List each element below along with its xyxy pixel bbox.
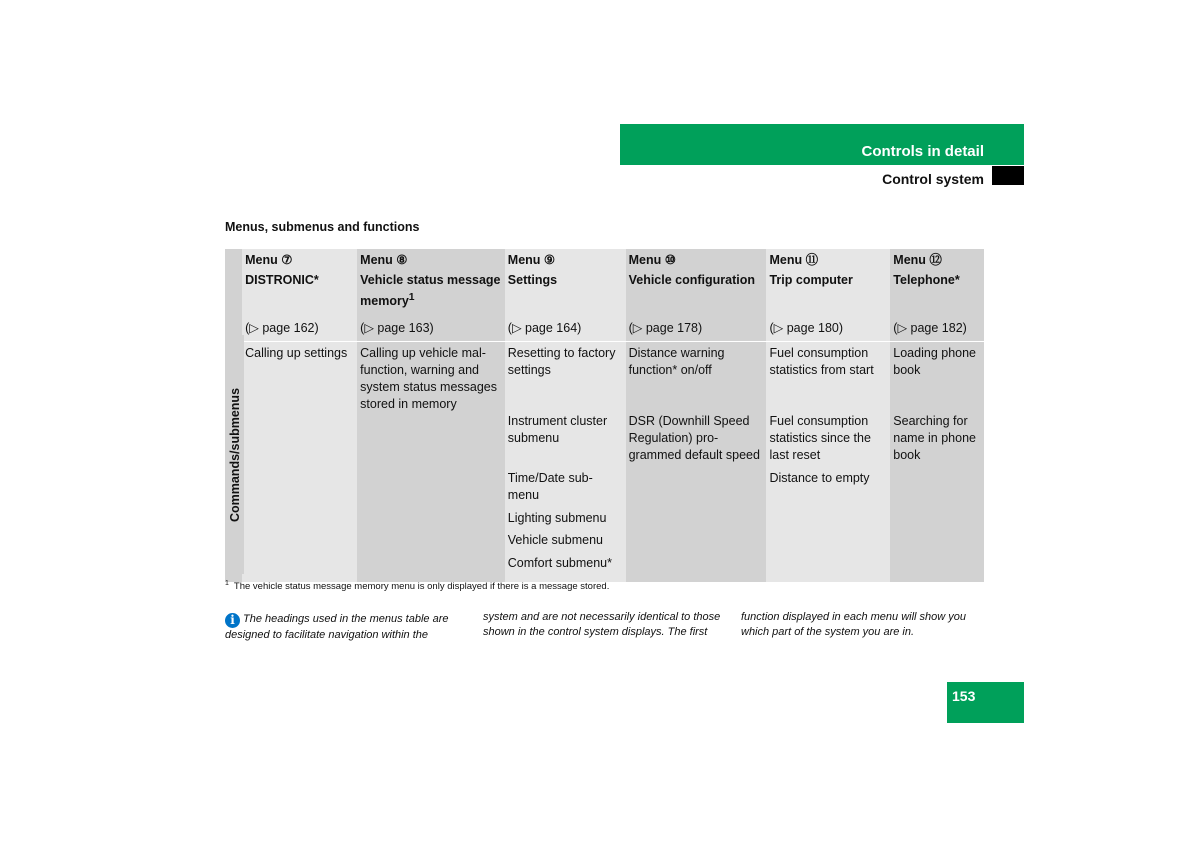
list-item: Loading phone book <box>893 346 977 377</box>
page-number-tab <box>947 682 1024 723</box>
table-row-menu <box>225 249 984 269</box>
menus-table <box>225 249 984 582</box>
menu-items <box>242 342 357 582</box>
table-row-name <box>225 269 984 320</box>
info-note-col3: function displayed in each menu will show you which part of the system you are in. <box>741 611 967 638</box>
menu-items <box>505 342 626 582</box>
menu-items <box>890 342 984 582</box>
footnote-number: 1 <box>225 580 229 587</box>
list-item: Distance to empty <box>769 471 870 485</box>
page-ref: (▷ page 180) <box>766 320 890 342</box>
menu-name <box>357 269 505 320</box>
menu-name: Vehicle configuration <box>626 269 767 320</box>
list-item: Comfort submenu* <box>507 556 612 570</box>
page-ref: (▷ page 163) <box>357 320 505 342</box>
page-ref: (▷ page 162) <box>242 320 357 342</box>
menu-name: Telephone* <box>890 269 984 320</box>
menu-name: Trip computer <box>766 269 890 320</box>
info-icon: i <box>225 613 240 628</box>
list-item: Distance warning function* on/off <box>628 346 725 377</box>
side-label-box <box>225 335 244 574</box>
page-ref: (▷ page 182) <box>890 320 984 342</box>
page-ref: (▷ page 178) <box>626 320 767 342</box>
menu-name-text: Vehicle status message memory <box>360 273 501 309</box>
info-note-col1 <box>225 612 465 643</box>
side-label: Commands/submenus <box>227 387 242 522</box>
list-item: DSR (Downhill Speed Regulation) pro-grammed default speed <box>628 414 760 462</box>
table-row-commands <box>225 342 984 582</box>
menu-items <box>357 342 505 582</box>
list-item: Lighting submenu <box>507 511 607 525</box>
list-item: Time/Date sub-menu <box>507 471 593 502</box>
menu-number: Menu ⑫ <box>890 249 984 269</box>
list-item: Searching for name in phone book <box>893 414 976 462</box>
menu-number: Menu ⑧ <box>357 249 505 269</box>
menu-name: DISTRONIC* <box>242 269 357 320</box>
table-row-pageref <box>225 320 984 342</box>
page-ref: (▷ page 164) <box>505 320 626 342</box>
list-item: Calling up vehicle mal-function, warning and system status messages stored in memory <box>360 346 498 411</box>
footnote <box>225 580 609 592</box>
section-title: Control system <box>882 171 984 187</box>
menu-number: Menu ⑩ <box>626 249 767 269</box>
page-number: 153 <box>952 688 976 704</box>
menu-number: Menu ⑦ <box>242 249 357 269</box>
menu-number: Menu ⑪ <box>766 249 890 269</box>
section-marker <box>992 166 1024 185</box>
list-item: Instrument cluster submenu <box>507 414 608 445</box>
menu-name: Settings <box>505 269 626 320</box>
footnote-text: The vehicle status message memory menu is only displayed if there is a message stored. <box>233 581 610 593</box>
section-heading: Menus, submenus and functions <box>225 220 420 234</box>
footnote-marker: 1 <box>408 292 415 303</box>
chapter-header-bar <box>620 124 1024 165</box>
menu-number: Menu ⑨ <box>505 249 626 269</box>
list-item: Calling up settings <box>245 346 348 360</box>
menu-items <box>626 342 767 582</box>
list-item: Fuel consumption statistics from start <box>769 346 874 377</box>
list-item: Fuel consumption statistics since the last reset <box>769 414 871 462</box>
list-item: Resetting to factory settings <box>507 346 616 377</box>
menu-items <box>766 342 890 582</box>
info-note-text: The headings used in the menus table are designed to facilitate navigation within the <box>225 613 449 641</box>
list-item: Vehicle submenu <box>507 533 603 547</box>
info-note-col2: system and are not necessarily identical to those shown in the control system displays. The first <box>483 611 721 638</box>
chapter-title: Controls in detail <box>861 143 984 160</box>
